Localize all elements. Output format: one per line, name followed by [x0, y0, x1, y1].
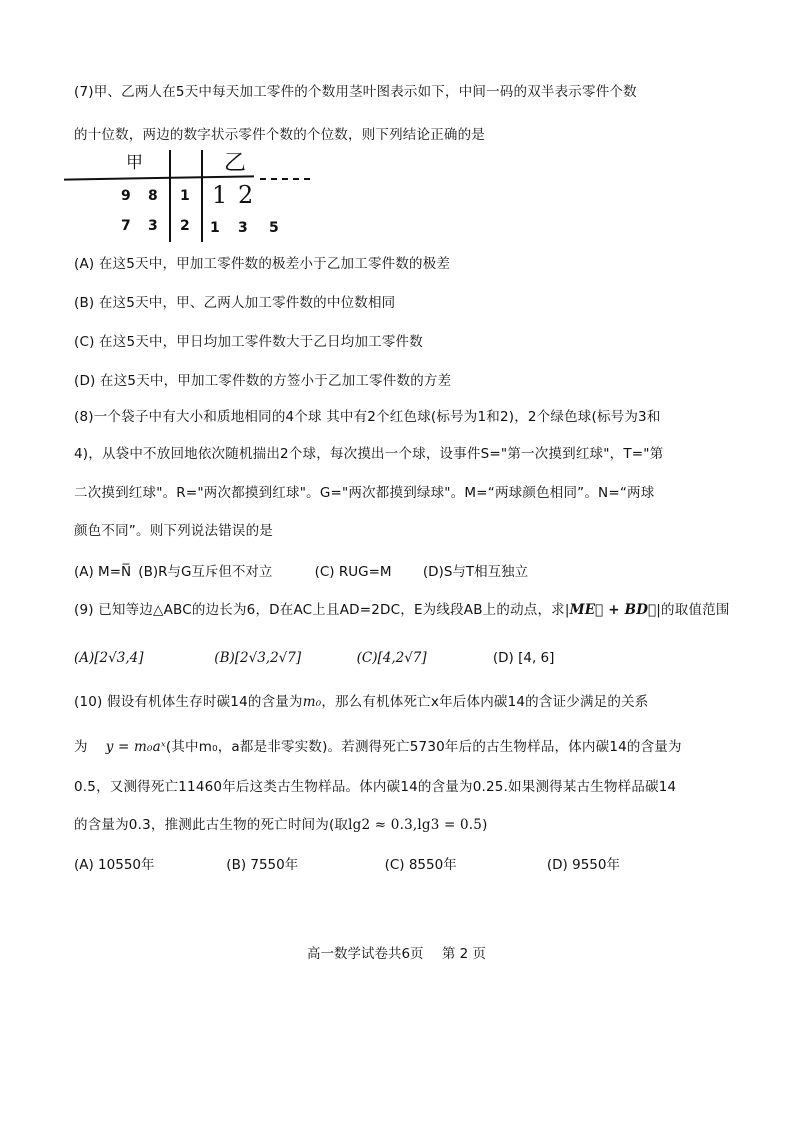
q10-line-3: 0.5，又测得死亡11460年后这类古生物样品。体内碳14的含量为0.25.如果测得某古生物样品碳14 — [74, 779, 677, 795]
q9-choice-a: (A)[2√3,4] — [74, 650, 144, 666]
q8-choice-b: (B)R与G互斥但不对立 — [138, 564, 273, 580]
q10-formula: y = m₀aˣ — [105, 739, 166, 755]
q9-choices — [74, 650, 554, 666]
q7-choice-d: (D) 在这5天中，甲加工零件数的方签小于乙加工零件数的方差 — [74, 373, 452, 389]
q8-line-3: 二次摸到红球"。R="两次都摸到红球"。G="两次都摸到绿球"。M=“两球颜色相同”。N=“两球 — [74, 485, 655, 501]
footer-page-number: 第 2 页 — [441, 946, 487, 962]
q8-choices — [74, 560, 528, 580]
q7-line-2: 的十位数，两边的数字状示零件个数的个位数，则下列结论正确的是 — [74, 127, 485, 143]
leaf-right-r1-a: 1 — [212, 181, 228, 209]
stem-r2: 2 — [180, 218, 190, 234]
q10-line-1-suffix: ，那么有机体死亡x年后体内碳14的含证少满足的关系 — [321, 694, 649, 710]
page-footer — [0, 942, 793, 962]
q10-line-2 — [74, 735, 682, 755]
stem-r1: 1 — [180, 188, 190, 204]
q10-choice-c: (C) 8550年 — [384, 857, 457, 873]
q9-choice-d: (D) [4, 6] — [492, 650, 555, 666]
q10-line-1 — [74, 690, 648, 710]
q8-choice-c: (C) RUG=M — [314, 564, 392, 580]
q10-line-4-prefix: 的含量为0.3，推测此古生物的死亡时间为(取 — [74, 817, 349, 833]
q8-choice-d: (D)S与T相互独立 — [422, 564, 529, 580]
q10-log-values: lg2 ≈ 0.3,lg3 = 0.5 — [348, 817, 483, 833]
q7-choice-a: (A) 在这5天中，甲加工零件数的极差小于乙加工零件数的极差 — [74, 256, 451, 272]
q9-line-1-prefix: (9) 已知等边△ABC的边长为6，D在AC上且AD=2DC，E为线段AB上的动点，求| — [74, 602, 570, 618]
leaf-left-r2-b: 3 — [148, 218, 158, 234]
q7-line-1: (7)甲、乙两人在5天中每天加工零件的个数用茎叶图表示如下，中间一码的双半表示零件个数 — [74, 84, 637, 100]
q9-choice-c: (C)[4,2√7] — [356, 650, 427, 666]
leaf-left-r1-a: 9 — [121, 188, 131, 204]
q9-choice-b: (B)[2√3,2√7] — [214, 650, 302, 666]
leaf-right-r2-a: 1 — [210, 220, 220, 236]
q10-choices — [74, 853, 620, 873]
q10-line-4 — [74, 813, 488, 833]
q10-line-2-suffix: (其中m₀，a都是非零实数)。若测得死亡5730年后的古生物样品，体内碳14的含量为 — [165, 739, 682, 755]
q8-line-4: 颜色不同”。则下列说法错误的是 — [74, 523, 273, 539]
header-yi: 乙 — [224, 151, 247, 176]
q7-choice-c: (C) 在这5天中，甲日均加工零件数大于乙日均加工零件数 — [74, 334, 423, 350]
q8-line-1: (8)一个袋子中有大小和质地相同的4个球 其中有2个红色球(标号为1和2)，2个绿色球(标号为3和 — [74, 409, 661, 425]
leaf-right-r1-b: 2 — [238, 181, 254, 209]
leaf-right-r2-c: 5 — [269, 220, 279, 236]
q9-vector-expression: ME⃗ + BD⃗ — [569, 602, 657, 618]
stem-leaf-plot — [64, 150, 324, 245]
stem-leaf-dash-line — [260, 178, 310, 180]
q10-line-1-prefix: (10) 假设有机体生存时碳14的含量为 — [74, 694, 303, 710]
leaf-right-r2-b: 3 — [238, 220, 248, 236]
footer-title: 高一数学试卷共6页 — [306, 946, 424, 962]
q9-line-1-suffix: |的取值范围 — [656, 602, 730, 618]
leaf-left-r1-b: 8 — [148, 188, 158, 204]
q10-line-2-prefix: 为 — [74, 739, 88, 755]
q7-choice-b: (B) 在这5天中，甲、乙两人加工零件数的中位数相同 — [74, 295, 396, 311]
q8-line-2: 4)，从袋中不放回地依次随机揣出2个球，每次摸出一个球，设事件S="第一次摸到红球"，T="第 — [74, 446, 664, 462]
q10-line-4-suffix: ) — [482, 817, 488, 833]
header-jia: 甲 — [126, 153, 143, 173]
leaf-left-r2-a: 7 — [121, 218, 131, 234]
q10-m0: m₀ — [302, 694, 322, 710]
q10-choice-d: (D) 9550年 — [546, 857, 620, 873]
stem-divider-right — [201, 150, 203, 242]
q10-choice-a: (A) 10550年 — [74, 857, 155, 873]
q10-choice-b: (B) 7550年 — [226, 857, 299, 873]
q8-choice-a: (A) M=N̅ — [74, 564, 132, 580]
stem-divider-left — [169, 150, 171, 242]
q9-line-1 — [74, 598, 730, 618]
